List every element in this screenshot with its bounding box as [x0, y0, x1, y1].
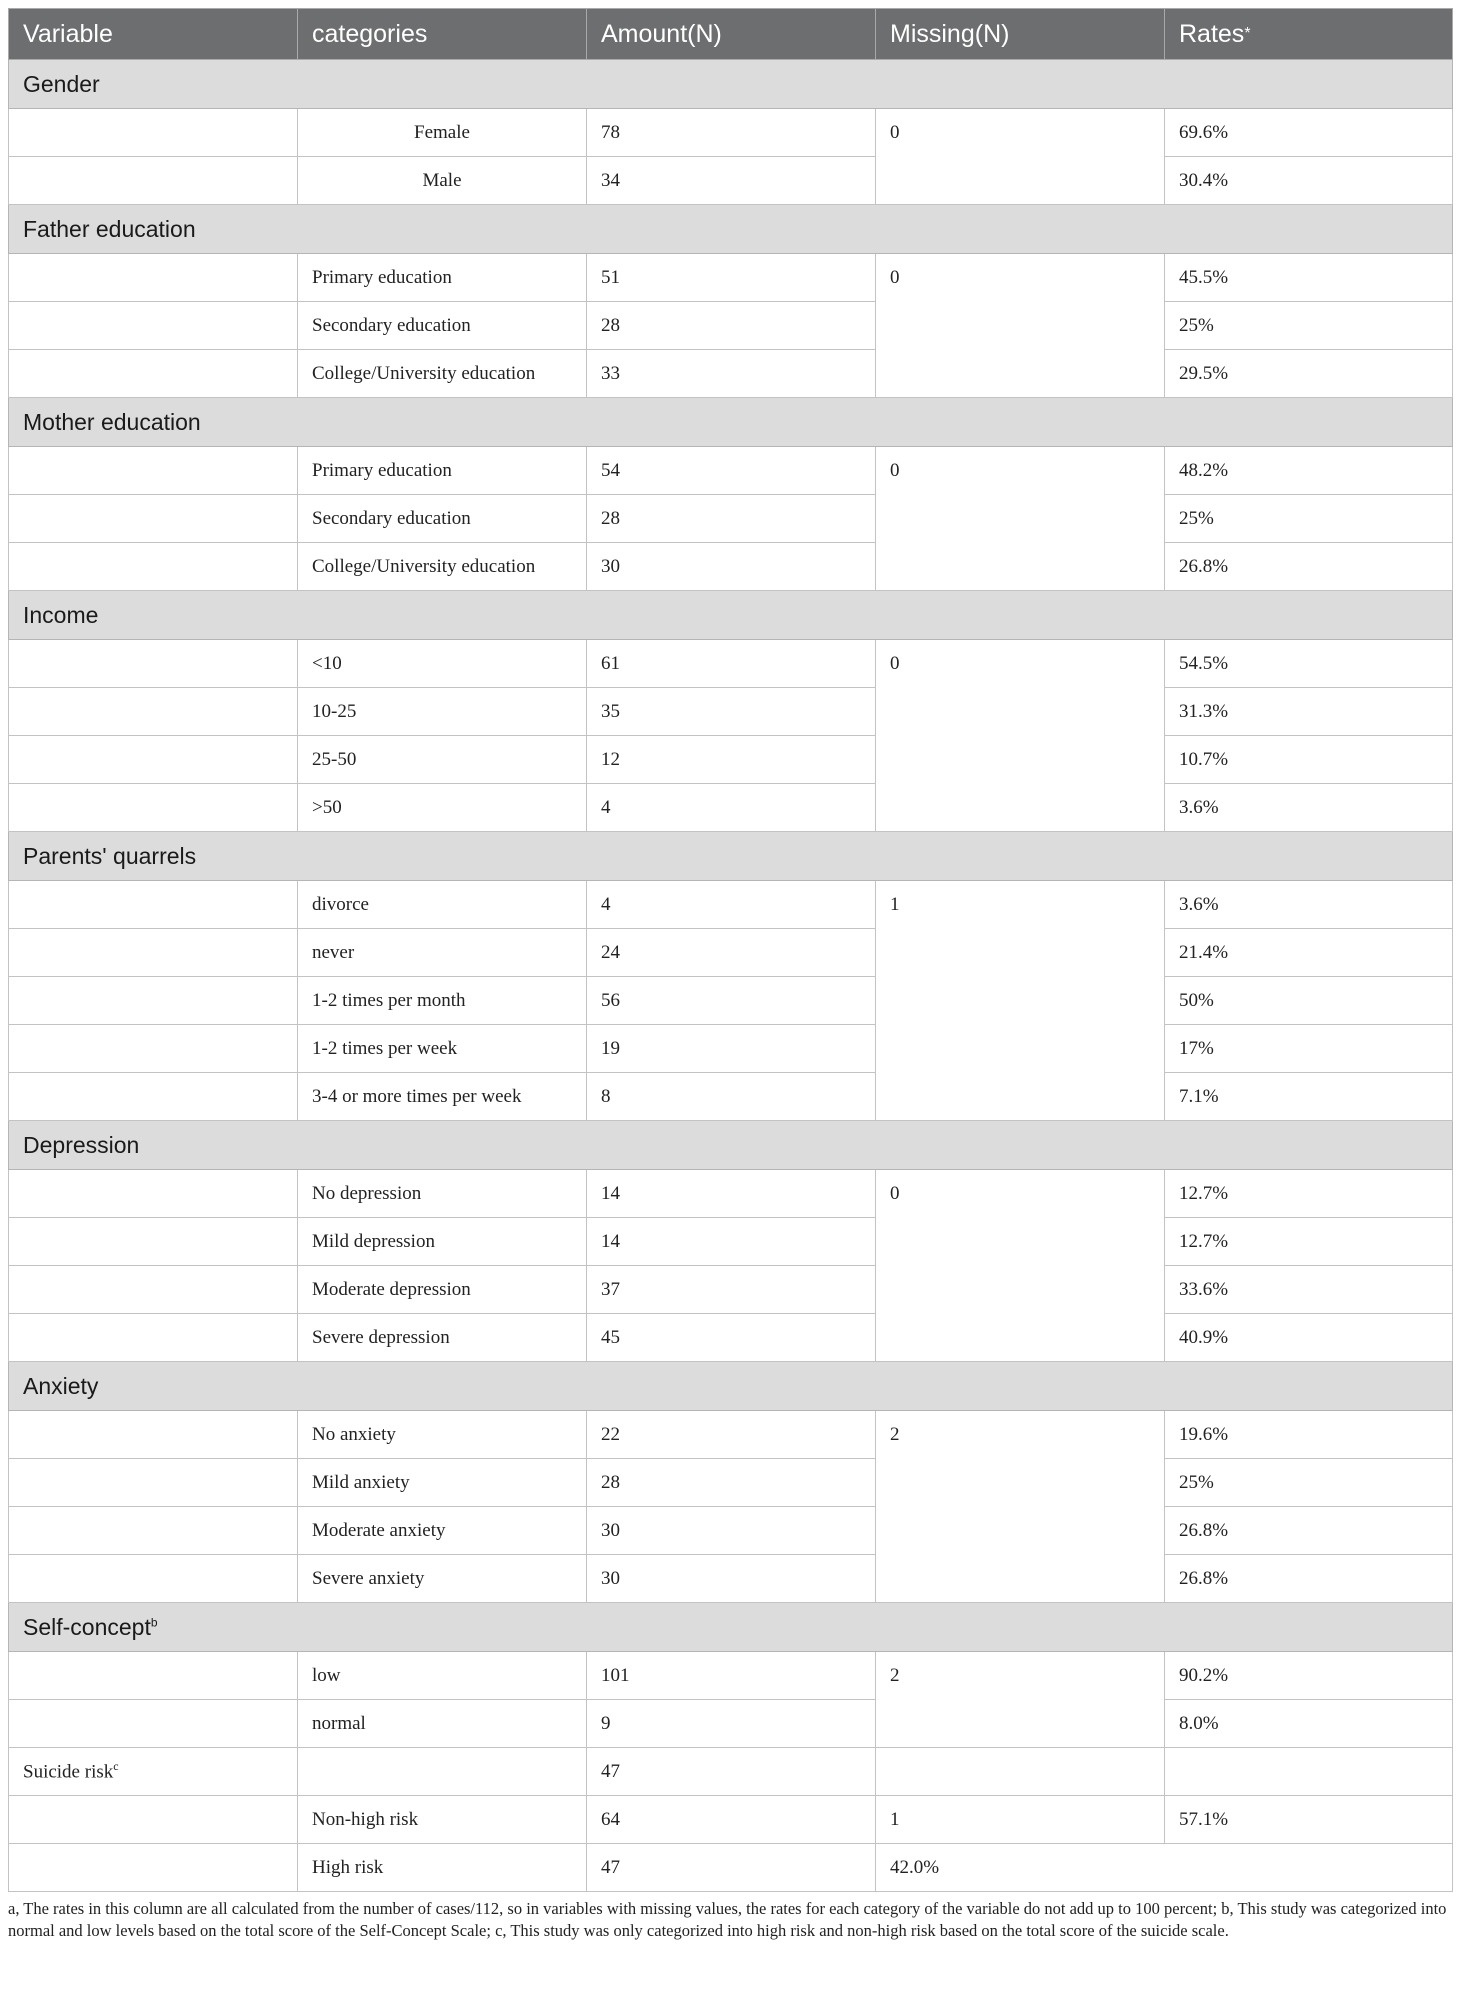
empty-cell [9, 1073, 298, 1121]
rate-cell: 69.6% [1165, 109, 1453, 157]
amount-cell: 64 [587, 1796, 876, 1844]
category-cell: 25-50 [298, 736, 587, 784]
rate-cell: 90.2% [1165, 1652, 1453, 1700]
table-row [9, 109, 1453, 157]
header-categories: categories [298, 9, 587, 60]
section-title [9, 1603, 1453, 1652]
category-cell: High risk [298, 1844, 587, 1892]
empty-cell [9, 109, 298, 157]
table-row [9, 736, 1453, 784]
category-cell: College/University education [298, 350, 587, 398]
empty-cell [9, 1555, 298, 1603]
table-footnote: a, The rates in this column are all calculated from the number of cases/112, so in variables with missing values, the rates for each category of the variable do not add up to 100 percent; b, This study was categorized into normal and low levels based on the total score of the Self-Concept Scale; c, This study was only categorized into high risk and non-high risk based on the total score of the suicide scale. [8, 1899, 1447, 1940]
rate-cell: 42.0% [876, 1844, 1453, 1892]
amount-cell: 35 [587, 688, 876, 736]
missing-cell: 2 [876, 1652, 1165, 1748]
rate-cell: 48.2% [1165, 447, 1453, 495]
table-row [9, 1218, 1453, 1266]
amount-cell: 28 [587, 495, 876, 543]
section-row [9, 398, 1453, 447]
table-row [9, 1459, 1453, 1507]
empty-cell [9, 688, 298, 736]
category-cell: Mild depression [298, 1218, 587, 1266]
empty-cell [9, 1459, 298, 1507]
amount-cell: 47 [587, 1748, 876, 1796]
missing-cell: 2 [876, 1411, 1165, 1603]
rate-cell: 19.6% [1165, 1411, 1453, 1459]
amount-cell: 56 [587, 977, 876, 1025]
amount-cell: 28 [587, 302, 876, 350]
empty-cell [9, 1170, 298, 1218]
amount-cell: 14 [587, 1170, 876, 1218]
category-cell: 1-2 times per week [298, 1025, 587, 1073]
amount-cell: 33 [587, 350, 876, 398]
category-cell: 1-2 times per month [298, 977, 587, 1025]
section-title: Parents' quarrels [9, 832, 1453, 881]
empty-cell [9, 1796, 298, 1844]
table-row [9, 881, 1453, 929]
section-title: Mother education [9, 398, 1453, 447]
empty-cell [9, 1700, 298, 1748]
section-title-text: Self-concept [23, 1613, 151, 1640]
section-title: Gender [9, 60, 1453, 109]
rate-cell: 26.8% [1165, 1507, 1453, 1555]
rate-cell: 26.8% [1165, 1555, 1453, 1603]
table-row [9, 1652, 1453, 1700]
missing-cell: 1 [876, 1796, 1165, 1844]
category-cell: >50 [298, 784, 587, 832]
table-row [9, 688, 1453, 736]
category-cell: College/University education [298, 543, 587, 591]
table-row [9, 1073, 1453, 1121]
category-cell: <10 [298, 640, 587, 688]
empty-cell [9, 784, 298, 832]
rate-cell: 33.6% [1165, 1266, 1453, 1314]
header-rates-star: * [1244, 24, 1251, 42]
header-amount: Amount(N) [587, 9, 876, 60]
empty-cell [9, 1218, 298, 1266]
amount-cell: 19 [587, 1025, 876, 1073]
empty-cell [9, 495, 298, 543]
section-row [9, 60, 1453, 109]
empty-cell [1165, 1748, 1453, 1796]
table-row [9, 495, 1453, 543]
category-cell: low [298, 1652, 587, 1700]
amount-cell: 54 [587, 447, 876, 495]
rate-cell: 31.3% [1165, 688, 1453, 736]
rate-cell: 7.1% [1165, 1073, 1453, 1121]
category-cell: Severe depression [298, 1314, 587, 1362]
amount-cell: 78 [587, 109, 876, 157]
category-cell: Female [298, 109, 587, 157]
amount-cell: 28 [587, 1459, 876, 1507]
table-row [9, 1266, 1453, 1314]
amount-cell: 24 [587, 929, 876, 977]
table-row [9, 1700, 1453, 1748]
section-title: Father education [9, 205, 1453, 254]
amount-cell: 4 [587, 881, 876, 929]
rate-cell: 26.8% [1165, 543, 1453, 591]
amount-cell: 8 [587, 1073, 876, 1121]
table-row [9, 543, 1453, 591]
table-container [8, 8, 1452, 1942]
category-cell: Severe anxiety [298, 1555, 587, 1603]
amount-cell: 61 [587, 640, 876, 688]
rate-cell: 12.7% [1165, 1170, 1453, 1218]
rate-cell: 54.5% [1165, 640, 1453, 688]
rate-cell: 40.9% [1165, 1314, 1453, 1362]
rate-cell: 3.6% [1165, 881, 1453, 929]
table-row [9, 1796, 1453, 1844]
rate-cell: 3.6% [1165, 784, 1453, 832]
empty-cell [298, 1748, 587, 1796]
missing-cell: 0 [876, 109, 1165, 205]
empty-cell [9, 1266, 298, 1314]
empty-cell [9, 447, 298, 495]
category-cell: Moderate anxiety [298, 1507, 587, 1555]
amount-cell: 45 [587, 1314, 876, 1362]
variable-label: Suicide risk [23, 1761, 114, 1783]
amount-cell: 51 [587, 254, 876, 302]
table-row [9, 1507, 1453, 1555]
section-row [9, 591, 1453, 640]
rate-cell: 25% [1165, 495, 1453, 543]
rate-cell: 25% [1165, 1459, 1453, 1507]
category-cell: Secondary education [298, 495, 587, 543]
table-row [9, 1025, 1453, 1073]
section-row [9, 205, 1453, 254]
amount-cell: 47 [587, 1844, 876, 1892]
empty-cell [9, 1411, 298, 1459]
empty-cell [9, 543, 298, 591]
empty-cell [876, 1748, 1165, 1796]
amount-cell: 4 [587, 784, 876, 832]
empty-cell [9, 977, 298, 1025]
section-row [9, 832, 1453, 881]
category-cell: 10-25 [298, 688, 587, 736]
empty-cell [9, 1314, 298, 1362]
rate-cell: 8.0% [1165, 1700, 1453, 1748]
empty-cell [9, 302, 298, 350]
empty-cell [9, 881, 298, 929]
empty-cell [9, 929, 298, 977]
rate-cell: 17% [1165, 1025, 1453, 1073]
amount-cell: 14 [587, 1218, 876, 1266]
table-row [9, 640, 1453, 688]
category-cell: never [298, 929, 587, 977]
empty-cell [9, 254, 298, 302]
category-cell: Secondary education [298, 302, 587, 350]
empty-cell [9, 157, 298, 205]
missing-cell: 0 [876, 640, 1165, 832]
category-cell: No anxiety [298, 1411, 587, 1459]
category-cell: divorce [298, 881, 587, 929]
category-cell: 3-4 or more times per week [298, 1073, 587, 1121]
section-title: Income [9, 591, 1453, 640]
amount-cell: 101 [587, 1652, 876, 1700]
table-row [9, 784, 1453, 832]
empty-cell [9, 1844, 298, 1892]
section-title: Depression [9, 1121, 1453, 1170]
header-rates-label: Rates [1179, 19, 1245, 48]
amount-cell: 30 [587, 1555, 876, 1603]
category-cell: Moderate depression [298, 1266, 587, 1314]
footnote-marker: b [150, 1614, 158, 1629]
section-title: Anxiety [9, 1362, 1453, 1411]
category-cell: No depression [298, 1170, 587, 1218]
section-row [9, 1362, 1453, 1411]
empty-cell [9, 1507, 298, 1555]
table-row [9, 350, 1453, 398]
rate-cell: 29.5% [1165, 350, 1453, 398]
section-row [9, 1121, 1453, 1170]
category-cell: Non-high risk [298, 1796, 587, 1844]
table-row [9, 1170, 1453, 1218]
rate-cell: 30.4% [1165, 157, 1453, 205]
table-row [9, 1555, 1453, 1603]
table-row [9, 447, 1453, 495]
rate-cell: 10.7% [1165, 736, 1453, 784]
table-row [9, 977, 1453, 1025]
missing-cell: 0 [876, 447, 1165, 591]
amount-cell: 12 [587, 736, 876, 784]
section-row [9, 1603, 1453, 1652]
rate-cell: 25% [1165, 302, 1453, 350]
table-row [9, 302, 1453, 350]
rate-cell: 45.5% [1165, 254, 1453, 302]
missing-cell: 1 [876, 881, 1165, 1121]
header-row [9, 9, 1453, 60]
missing-cell: 0 [876, 1170, 1165, 1362]
header-missing: Missing(N) [876, 9, 1165, 60]
variable-cell [9, 1748, 298, 1796]
table-row [9, 1748, 1453, 1796]
table-row [9, 157, 1453, 205]
rate-cell: 50% [1165, 977, 1453, 1025]
empty-cell [9, 1025, 298, 1073]
data-table [8, 8, 1453, 1892]
category-cell: Male [298, 157, 587, 205]
category-cell: Primary education [298, 447, 587, 495]
empty-cell [9, 1652, 298, 1700]
table-row [9, 929, 1453, 977]
rate-cell: 12.7% [1165, 1218, 1453, 1266]
amount-cell: 30 [587, 543, 876, 591]
table-row [9, 254, 1453, 302]
amount-cell: 34 [587, 157, 876, 205]
amount-cell: 9 [587, 1700, 876, 1748]
empty-cell [9, 640, 298, 688]
table-row [9, 1844, 1453, 1892]
table-row [9, 1411, 1453, 1459]
category-cell: Mild anxiety [298, 1459, 587, 1507]
amount-cell: 22 [587, 1411, 876, 1459]
amount-cell: 37 [587, 1266, 876, 1314]
header-variable: Variable [9, 9, 298, 60]
category-cell: normal [298, 1700, 587, 1748]
rate-cell: 21.4% [1165, 929, 1453, 977]
missing-cell: 0 [876, 254, 1165, 398]
rate-cell: 57.1% [1165, 1796, 1453, 1844]
header-rates [1165, 9, 1453, 60]
footnote-marker: c [113, 1759, 119, 1774]
empty-cell [9, 350, 298, 398]
table-row [9, 1314, 1453, 1362]
amount-cell: 30 [587, 1507, 876, 1555]
empty-cell [9, 736, 298, 784]
category-cell: Primary education [298, 254, 587, 302]
